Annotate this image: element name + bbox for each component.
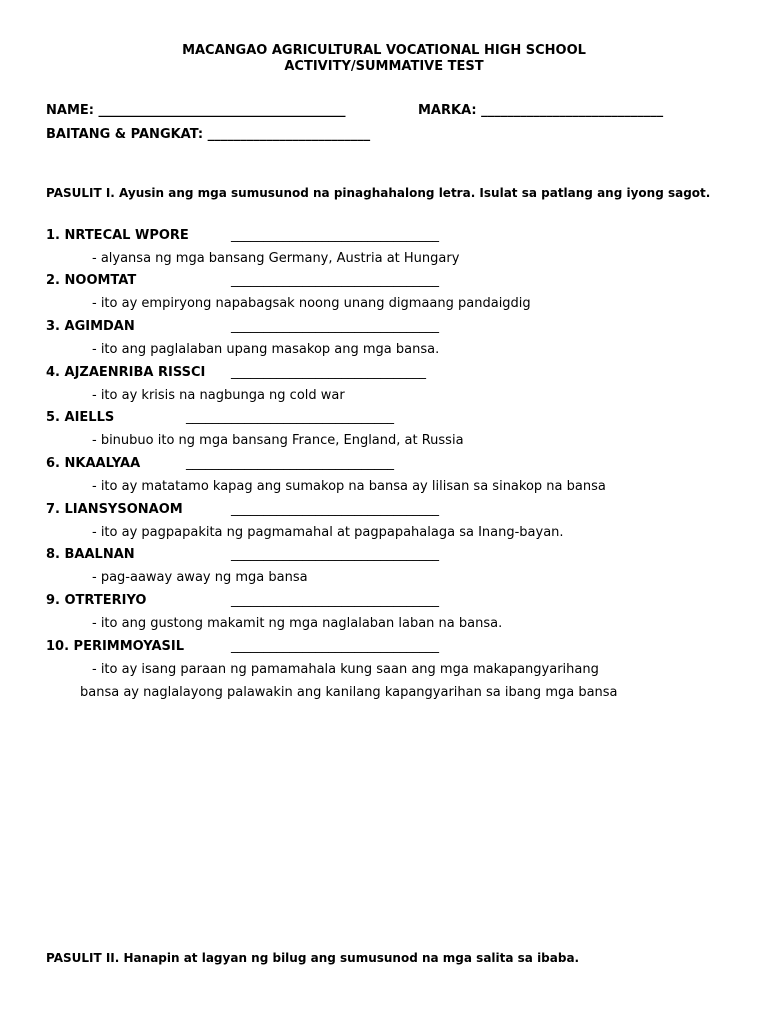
item-5-blank: ________________________________ (186, 410, 394, 425)
item-9-label: 9. OTRTERIYO (46, 593, 147, 608)
item-2-desc: - ito ay empiryong napabagsak noong unang digmaang pandaigdig (92, 296, 531, 311)
item-8-desc: - pag-aaway away ng mga bansa (92, 570, 308, 585)
item-2-label: 2. NOOMTAT (46, 273, 137, 288)
item-4-desc: - ito ay krisis na nagbunga ng cold war (92, 388, 345, 403)
item-10-desc: - ito ay isang paraan ng pamamahala kung saan ang mga makapangyarihang (92, 662, 599, 677)
item-1-blank: ________________________________ (231, 228, 439, 243)
item-8-label: 8. BAALNAN (46, 547, 135, 562)
test-title: ACTIVITY/SUMMATIVE TEST (284, 59, 484, 74)
item-2-blank: ________________________________ (231, 273, 439, 288)
item-4-label: 4. AJZAENRIBA RISSCI (46, 365, 206, 380)
item-1-label: 1. NRTECAL WPORE (46, 228, 189, 243)
item-6-desc: - ito ay matatamo kapag ang sumakop na bansa ay lilisan sa sinakop na bansa (92, 479, 606, 494)
item-10-desc-continuation: bansa ay naglalayong palawakin ang kanilang kapangyarihan sa ibang mga bansa (80, 685, 618, 700)
baitang-field: BAITANG & PANGKAT: _________________________ (46, 127, 371, 142)
item-5-label: 5. AIELLS (46, 410, 115, 425)
item-10-label: 10. PERIMMOYASIL (46, 639, 184, 654)
item-6-blank: ________________________________ (186, 456, 394, 471)
part1-instruction: PASULIT I. Ayusin ang mga sumusunod na pinaghahalong letra. Isulat sa patlang ang iyong sagot. (46, 186, 711, 200)
item-8-blank: ________________________________ (231, 547, 439, 562)
school-title: MACANGAO AGRICULTURAL VOCATIONAL HIGH SCHOOL (182, 43, 586, 58)
item-3-label: 3. AGIMDAN (46, 319, 135, 334)
item-7-blank: ________________________________ (231, 502, 439, 517)
item-3-desc: - ito ang paglalaban upang masakop ang mga bansa. (92, 342, 440, 357)
item-10-blank: ________________________________ (231, 639, 439, 654)
marka-field: MARKA: ____________________________ (418, 103, 664, 118)
item-3-blank: ________________________________ (231, 319, 439, 334)
item-5-desc: - binubuo ito ng mga bansang France, England, at Russia (92, 433, 464, 448)
name-field: NAME: ______________________________________ (46, 103, 346, 118)
item-7-desc: - ito ay pagpapakita ng pagmamahal at pagpapahalaga sa Inang-bayan. (92, 525, 564, 540)
item-6-label: 6. NKAALYAA (46, 456, 141, 471)
item-4-blank: ______________________________ (231, 365, 426, 380)
item-9-blank: ________________________________ (231, 593, 439, 608)
part2-instruction: PASULIT II. Hanapin at lagyan ng bilug ang sumusunod na mga salita sa ibaba. (46, 951, 580, 965)
item-9-desc: - ito ang gustong makamit ng mga naglalaban laban na bansa. (92, 616, 503, 631)
item-7-label: 7. LIANSYSONAOM (46, 502, 183, 517)
item-1-desc: - alyansa ng mga bansang Germany, Austria at Hungary (92, 251, 460, 266)
